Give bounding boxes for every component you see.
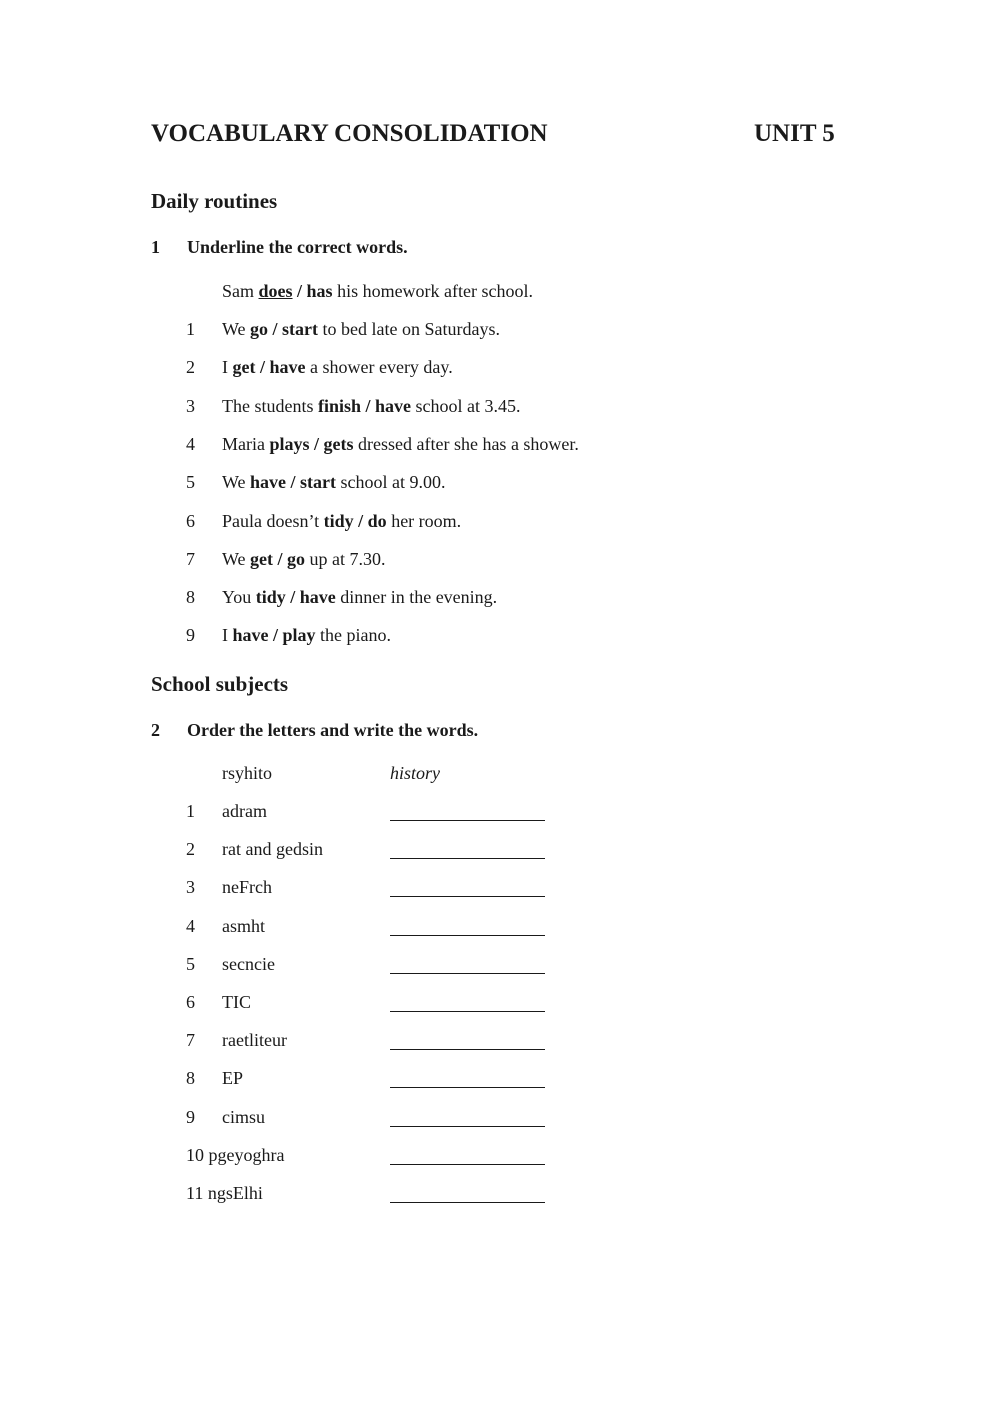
sentence-item [222, 396, 521, 417]
item-number: 9 [186, 625, 195, 645]
answer-blank[interactable] [390, 1049, 545, 1050]
sentence-end: her room. [386, 511, 462, 531]
sentence-end: the piano. [315, 625, 391, 645]
sentence-start: We [222, 472, 251, 492]
scrambled-word: ngsElhi [207, 1183, 263, 1203]
word-options[interactable]: have / start [250, 472, 337, 492]
sentence-end: dinner in the evening. [335, 587, 498, 607]
sentence-start: Maria [222, 434, 270, 454]
item-number: 6 [186, 511, 195, 531]
item-number: 11 [186, 1183, 204, 1203]
item-number: 5 [186, 472, 195, 492]
scrambled-word: TIC [222, 992, 251, 1012]
item-number: 4 [186, 434, 195, 454]
item-number: 2 [186, 357, 195, 377]
answer-blank[interactable] [390, 820, 545, 821]
word-options[interactable]: finish / have [318, 396, 412, 416]
sentence-start: I [222, 625, 233, 645]
example-text: Sam [222, 281, 259, 301]
answer-blank[interactable] [390, 896, 545, 897]
scrambled-word: asmht [222, 916, 265, 936]
sentence-start: Paula doesn’t [222, 511, 324, 531]
item-number: 9 [186, 1107, 195, 1127]
sentence-end: dressed after she has a shower. [353, 434, 579, 454]
sentence-start: We [222, 549, 251, 569]
scrambled-word: neFrch [222, 877, 272, 897]
sentence-start: You [222, 587, 256, 607]
word-options[interactable]: plays / gets [269, 434, 354, 454]
scrambled-word: pgeyoghra [208, 1145, 285, 1165]
page-title: VOCABULARY CONSOLIDATION [151, 120, 548, 147]
answer-blank[interactable] [390, 1202, 545, 1203]
section-heading-daily-routines: Daily routines [151, 189, 278, 213]
item-number: 8 [186, 587, 195, 607]
sentence-item [222, 319, 500, 340]
answer-blank[interactable] [390, 1164, 545, 1165]
item-number: 7 [186, 549, 195, 569]
exercise-instruction: Order the letters and write the words. [187, 720, 479, 740]
sentence-item [222, 472, 446, 493]
example-scrambled-word: rsyhito [222, 763, 273, 783]
example-correct-option: does [258, 281, 293, 301]
word-options[interactable]: tidy / do [323, 511, 387, 531]
sentence-end: school at 9.00. [336, 472, 446, 492]
sentence-item [222, 587, 497, 608]
word-options[interactable]: tidy / have [255, 587, 336, 607]
scrambled-word: secncie [222, 954, 275, 974]
exercise-instruction: Underline the correct words. [187, 237, 408, 257]
item-number: 7 [186, 1030, 195, 1050]
item-number: 1 [186, 801, 195, 821]
exercise-number: 2 [151, 720, 160, 740]
sentence-item [222, 357, 453, 378]
item-number: 1 [186, 319, 195, 339]
word-options[interactable]: go / start [250, 319, 319, 339]
section-heading-school-subjects: School subjects [151, 672, 289, 696]
item-number: 3 [186, 877, 195, 897]
item-number: 4 [186, 916, 195, 936]
scrambled-word: raetliteur [222, 1030, 287, 1050]
sentence-start: We [222, 319, 251, 339]
word-options[interactable]: get / go [250, 549, 306, 569]
item-number: 5 [186, 954, 195, 974]
scrambled-word: rat and gedsin [222, 839, 323, 859]
example-text-end: his homework after school. [332, 281, 534, 301]
example-option: has [306, 281, 333, 301]
sentence-end: school at 3.45. [411, 396, 521, 416]
unit-label: UNIT 5 [754, 120, 835, 147]
answer-blank[interactable] [390, 858, 545, 859]
item-number: 8 [186, 1068, 195, 1088]
scrambled-item [186, 1145, 284, 1166]
example-sentence [222, 281, 533, 302]
sentence-item [222, 434, 579, 455]
example-answer: history [390, 763, 441, 783]
sentence-item [222, 549, 386, 570]
item-number: 6 [186, 992, 195, 1012]
sentence-start: I [222, 357, 233, 377]
sentence-end: a shower every day. [305, 357, 453, 377]
answer-blank[interactable] [390, 935, 545, 936]
item-number: 3 [186, 396, 195, 416]
answer-blank[interactable] [390, 973, 545, 974]
sentence-item [222, 511, 461, 532]
sentence-end: to bed late on Saturdays. [318, 319, 500, 339]
sentence-end: up at 7.30. [305, 549, 386, 569]
scrambled-item [186, 1183, 263, 1204]
scrambled-word: adram [222, 801, 267, 821]
exercise-number: 1 [151, 237, 160, 257]
example-separator: / [292, 281, 307, 301]
item-number: 10 [186, 1145, 204, 1165]
sentence-item [222, 625, 391, 646]
answer-blank[interactable] [390, 1011, 545, 1012]
scrambled-word: EP [222, 1068, 244, 1088]
word-options[interactable]: have / play [232, 625, 316, 645]
answer-blank[interactable] [390, 1087, 545, 1088]
word-options[interactable]: get / have [232, 357, 306, 377]
sentence-start: The students [222, 396, 318, 416]
scrambled-word: cimsu [222, 1107, 265, 1127]
item-number: 2 [186, 839, 195, 859]
answer-blank[interactable] [390, 1126, 545, 1127]
